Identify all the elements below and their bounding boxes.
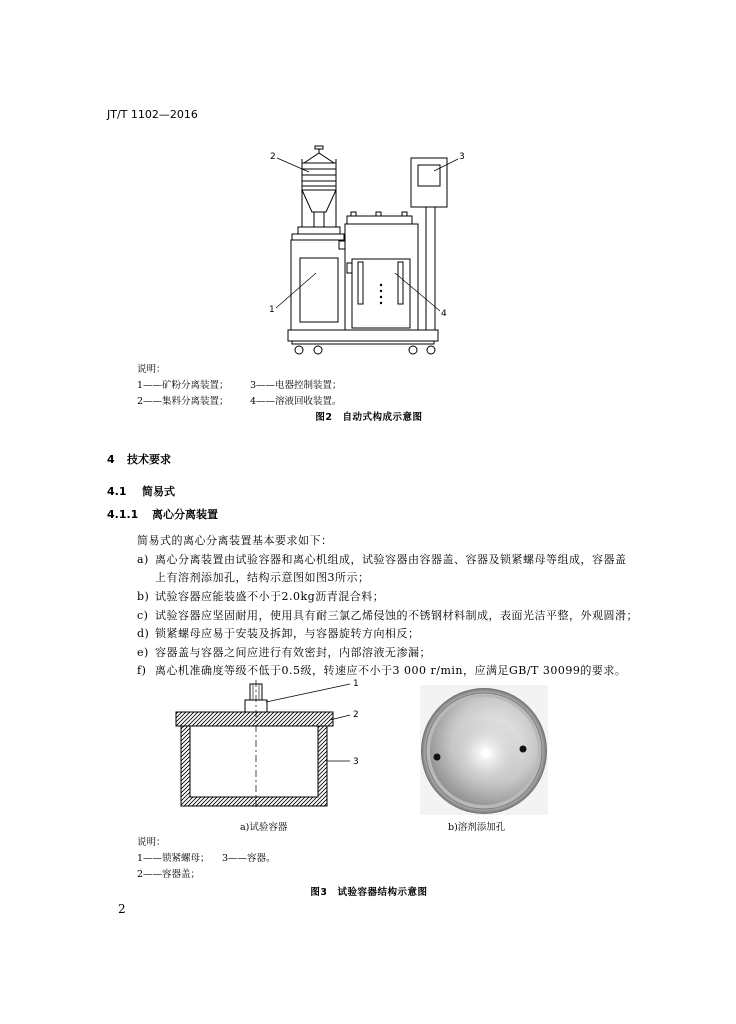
list-item [137,646,431,660]
figure3-caption-label: 图3 [310,887,328,898]
mineral-powder-separator-drawing [291,234,345,330]
list-item [137,553,627,567]
section-title: 简易式 [142,485,175,498]
figure3-legend-item: 3——容器。 [222,853,276,864]
figure2-legend-title: 说明： [137,364,166,375]
page-number: 2 [118,902,126,916]
figure3-legend-item: 2——容器盖； [137,869,201,880]
standard-code-header: JT/T 1102—2016 [107,108,198,121]
list-item [137,627,420,641]
section-4-1-1-heading [107,508,218,522]
figure2-callout-3: 3 [459,152,465,162]
figure2-caption-text: 自动式构成示意图 [342,412,423,423]
section-number: 4.1.1 [107,508,139,521]
figure3a-subcaption: a)试验容器 [240,822,288,833]
figure2-diagram [258,145,473,365]
section-number: 4.1 [107,485,127,498]
figure2-caption-label: 图2 [315,412,333,423]
list-item-label: c) [137,609,149,622]
figure2-callout-4: 4 [441,309,447,319]
list-item-text: 容器盖与容器之间应进行有效密封，内部溶液无渗漏； [155,646,431,659]
figure3-legend-title: 说明： [137,837,166,848]
solution-recovery-drawing [345,212,418,330]
figure2-legend-item: 2——集料分离装置； [137,396,229,407]
figure2-callout-1: 1 [269,305,275,315]
list-item [137,609,638,623]
container-cavity-drawing [190,726,318,797]
aggregate-separator-drawing [298,146,340,234]
figure3-callout-3: 3 [353,757,359,767]
list-item-label: f) [137,664,147,677]
figure3b-photo [420,685,548,815]
list-item-text: 锁紧螺母应易于安装及拆卸，与容器旋转方向相反； [155,627,420,640]
list-item-label: b) [137,590,150,603]
section-title: 离心分离装置 [152,508,218,521]
figure3-caption [0,886,736,899]
intro-paragraph: 简易式的离心分离装置基本要求如下： [137,534,333,547]
figure2-legend-item: 3——电器控制装置； [250,380,342,391]
figure2-legend-item: 1——矿粉分离装置； [137,380,229,391]
figure2-caption [0,411,736,424]
center-cone-highlight [481,748,491,758]
section-number: 4 [107,453,115,466]
section-title: 技术要求 [127,453,171,466]
list-item-text: 试验容器应能装盛不小于2.0kg沥青混合料； [155,590,385,603]
container-lid-drawing [176,712,333,726]
solvent-hole [520,746,527,753]
list-item-label: e) [137,646,149,659]
base-platform-drawing [288,330,438,354]
section-4-heading [107,453,171,467]
solvent-hole [434,754,441,761]
list-item-continuation: 上有溶剂添加孔，结构示意图如图3所示； [155,571,370,584]
figure3b-subcaption: b)溶剂添加孔 [448,822,506,833]
figure3a-container-diagram [170,676,370,814]
figure3-legend-item: 1——锁紧螺母； [137,853,210,864]
list-item-text: 试验容器应坚固耐用，使用具有耐三氯乙烯侵蚀的不锈钢材料制成，表面光洁平整，外观圆滑； [155,609,638,622]
list-item-label: a) [137,553,149,566]
figure2-legend-item: 4——溶液回收装置。 [250,396,342,407]
list-item-label: d) [137,627,150,640]
figure2-callout-2: 2 [270,152,276,162]
figure3-caption-text: 试验容器结构示意图 [337,887,428,898]
figure3-callout-1: 1 [353,679,359,689]
figure3-callout-2: 2 [353,710,359,720]
list-item-text: 离心分离装置由试验容器和离心机组成，试验容器由容器盖、容器及锁紧螺母等组成，容器盖 [155,553,627,566]
section-4-1-heading [107,485,175,499]
list-item-text: 离心机准确度等级不低于0.5级，转速应不小于3 000 r/min，应满足GB/T 30099的要求。 [155,664,627,677]
list-item [137,590,384,604]
